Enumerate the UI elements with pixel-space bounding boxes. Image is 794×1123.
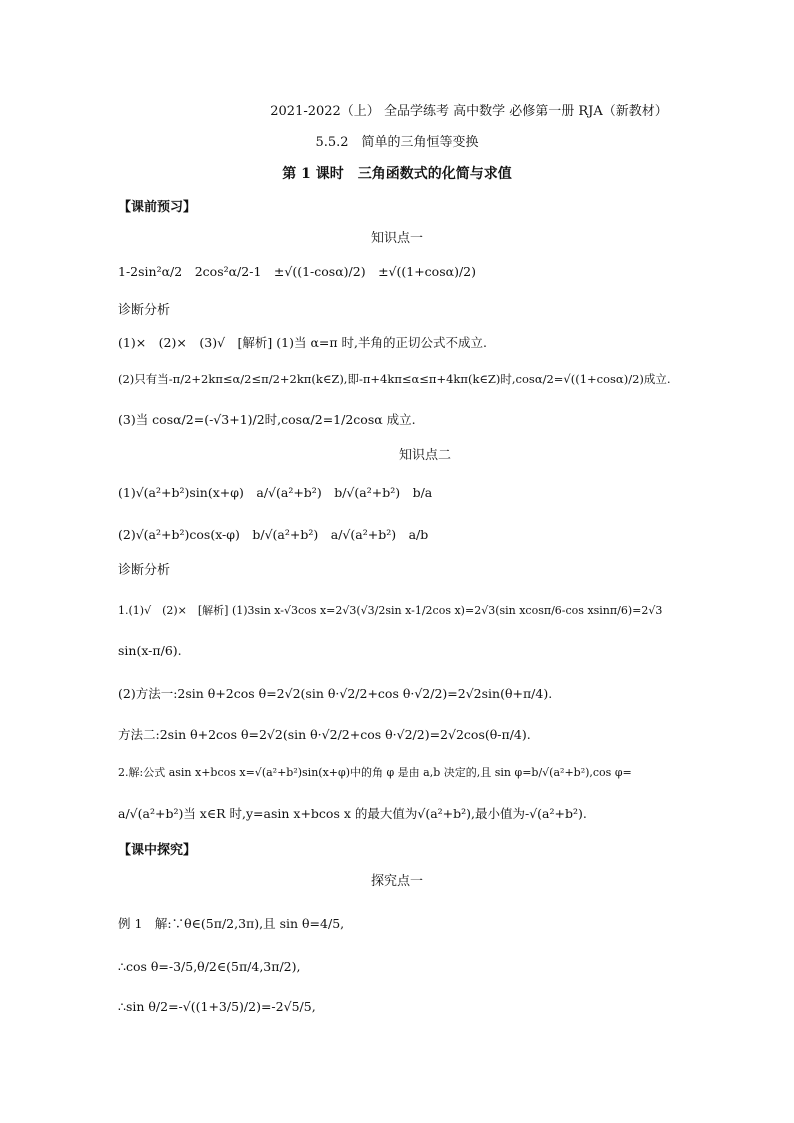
kp1-title: 知识点一: [370, 231, 423, 246]
kp1-d1: (1)× (2)× (3)√ [解析] (1)当 α=π 时,半角的正切公式不成立.: [118, 335, 487, 350]
explore-heading: 【课中探究】: [118, 843, 197, 858]
kp1-d2: (2)只有当-π/2+2kπ≤α/2≤π/2+2kπ(k∈Z),即-π+4kπ≤α≤π+4kπ(k∈Z)时,cosα/2=√((1+cosα)/2)成立.: [118, 372, 671, 386]
kp1-diag-title: 诊断分析: [118, 303, 171, 318]
kp2-title: 知识点二: [398, 448, 451, 463]
example1-line2: ∴cos θ=-3/5,θ/2∈(5π/4,3π/2),: [118, 959, 301, 974]
series-header: 2021-2022（上） 全品学练考 高中数学 必修第一册 RJA（新教材）: [270, 104, 668, 119]
kp2-r1: (1)√(a²+b²)sin(x+φ) a/√(a²+b²) b/√(a²+b²) b/a: [118, 485, 433, 500]
explore-title: 探究点一: [370, 874, 423, 889]
kp1-d3: (3)当 cosα/2=(-√3+1)/2时,cosα/2=1/2cosα 成立.: [118, 412, 416, 427]
kp2-e4b: a/√(a²+b²)当 x∈R 时,y=asin x+bcos x 的最大值为√(a²+b²),最小值为-√(a²+b²).: [118, 806, 587, 821]
kp2-r2: (2)√(a²+b²)cos(x-φ) b/√(a²+b²) a/√(a²+b²) a/b: [118, 527, 429, 542]
kp2-e1a: 1.(1)√ (2)× [解析] (1)3sin x-√3cos x=2√3(√3/2sin x-1/2cos x)=2√3(sin xcosπ/6-cos xsinπ/6)=2√3: [118, 604, 663, 617]
kp2-e2: (2)方法一:2sin θ+2cos θ=2√2(sin θ·√2/2+cos θ·√2/2)=2√2sin(θ+π/4).: [118, 686, 553, 701]
kp1-answers: 1-2sin²α/2 2cos²α/2-1 ±√((1-cosα)/2) ±√((1+cosα)/2): [118, 264, 476, 279]
lesson-title: 第 1 课时 三角函数式的化简与求值: [282, 166, 512, 182]
kp2-diag-title: 诊断分析: [118, 563, 171, 578]
preview-heading: 【课前预习】: [118, 200, 197, 215]
example1-line1: 例 1 解:∵θ∈(5π/2,3π),且 sin θ=4/5,: [118, 916, 345, 931]
example1-line3: ∴sin θ/2=-√((1+3/5)/2)=-2√5/5,: [118, 999, 316, 1014]
kp2-e4a: 2.解:公式 asin x+bcos x=√(a²+b²)sin(x+φ)中的角 φ 是由 a,b 决定的,且 sin φ=b/√(a²+b²),cos φ=: [118, 766, 632, 779]
kp2-e1b: sin(x-π/6).: [118, 643, 182, 658]
section-title: 5.5.2 简单的三角恒等变换: [315, 135, 479, 150]
kp2-e3: 方法二:2sin θ+2cos θ=2√2(sin θ·√2/2+cos θ·√2/2)=2√2cos(θ-π/4).: [118, 727, 531, 742]
